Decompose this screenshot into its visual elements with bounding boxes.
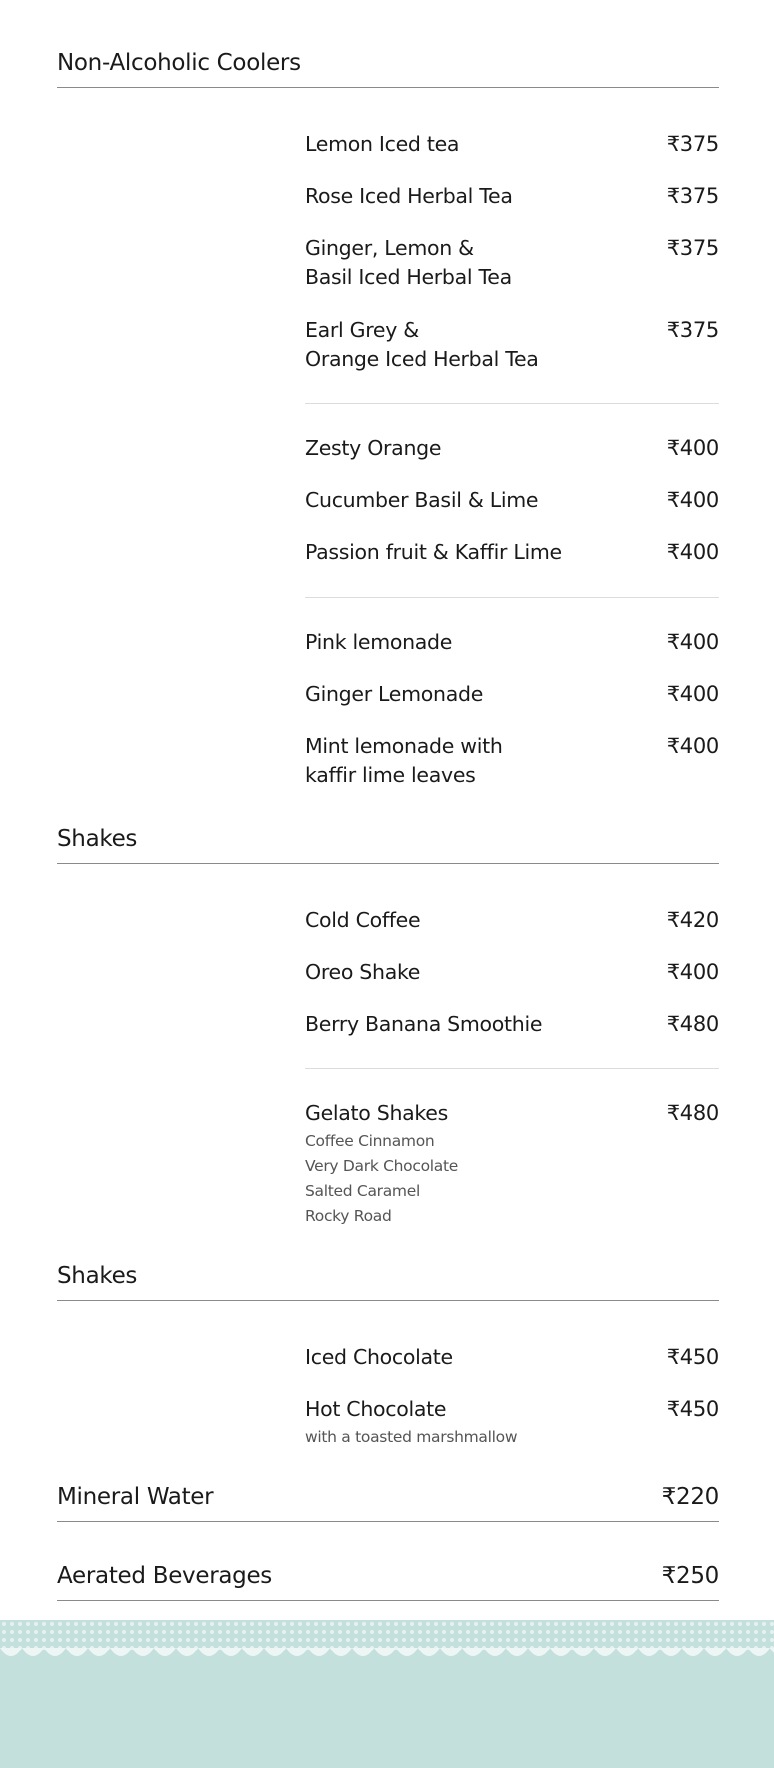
item-name: Iced Chocolate [305,1345,453,1369]
item-price: ₹400 [666,436,719,460]
item-price: ₹375 [666,132,719,156]
menu-item [305,182,719,211]
item-price: ₹375 [666,236,719,260]
item-price: ₹400 [666,734,719,758]
footer-band [0,1620,774,1768]
menu-item [305,234,719,292]
item-name: Pink lemonade [305,630,453,654]
menu-item [305,906,719,935]
item-name: Cold Coffee [305,908,421,932]
item-note: with a toasted marshmallow [305,1428,518,1446]
item-name-line2: Orange Iced Herbal Tea [305,347,539,371]
section-rule [57,1600,719,1601]
menu-item [305,628,719,657]
item-name: Passion fruit & Kaffir Lime [305,540,562,564]
group-divider [305,1068,719,1069]
item-name: Cucumber Basil & Lime [305,488,539,512]
group-divider [305,403,719,404]
item-name: Zesty Orange [305,436,442,460]
item-price: ₹450 [666,1397,719,1421]
item-price: ₹400 [666,540,719,564]
item-price: ₹400 [666,682,719,706]
item-name: Oreo Shake [305,960,421,984]
item-name: Lemon Iced tea [305,132,460,156]
item-price: ₹400 [666,960,719,984]
menu-item-gelato [305,1099,719,1229]
item-price: ₹480 [666,1101,719,1125]
item-price: ₹400 [666,488,719,512]
section-rule [57,1521,719,1522]
item-name: Ginger Lemonade [305,682,484,706]
section-rule [57,87,719,88]
item-price: ₹375 [666,184,719,208]
section-rule [57,1300,719,1301]
flavour: Very Dark Chocolate [305,1157,458,1175]
section-title-shakes-2: Shakes [57,1263,138,1289]
group-divider [305,597,719,598]
menu-item [305,680,719,709]
item-price: ₹450 [666,1345,719,1369]
menu-row-mineral-water [57,1484,719,1510]
section-title-shakes: Shakes [57,826,138,852]
item-name-line2: Basil Iced Herbal Tea [305,265,512,289]
item-price: ₹400 [666,630,719,654]
item-name: Aerated Beverages [57,1563,272,1589]
menu-item [305,316,719,374]
item-price: ₹480 [666,1012,719,1036]
section-title-coolers: Non-Alcoholic Coolers [57,50,301,76]
item-price: ₹250 [661,1563,719,1589]
menu-item [305,1010,719,1039]
item-name: Earl Grey & [305,318,419,342]
item-name: Gelato Shakes [305,1101,448,1125]
item-name-line2: kaffir lime leaves [305,763,476,787]
item-name: Ginger, Lemon & [305,236,474,260]
menu-item [305,1395,719,1450]
item-price: ₹420 [666,908,719,932]
menu-item [305,434,719,463]
menu-item [305,732,719,790]
menu-row-aerated-beverages [57,1563,719,1589]
menu-item [305,1343,719,1372]
item-name: Hot Chocolate [305,1397,447,1421]
item-name: Rose Iced Herbal Tea [305,184,513,208]
menu-item [305,538,719,567]
item-name: Mint lemonade with [305,734,503,758]
menu-item [305,958,719,987]
flavour: Salted Caramel [305,1182,420,1200]
menu-item [305,130,719,159]
menu-item [305,486,719,515]
section-rule [57,863,719,864]
item-price: ₹375 [666,318,719,342]
item-name: Mineral Water [57,1484,214,1510]
flavour: Rocky Road [305,1207,392,1225]
flavour: Coffee Cinnamon [305,1132,435,1150]
item-price: ₹220 [661,1484,719,1510]
item-name: Berry Banana Smoothie [305,1012,543,1036]
lace-border-decoration [0,1620,774,1666]
